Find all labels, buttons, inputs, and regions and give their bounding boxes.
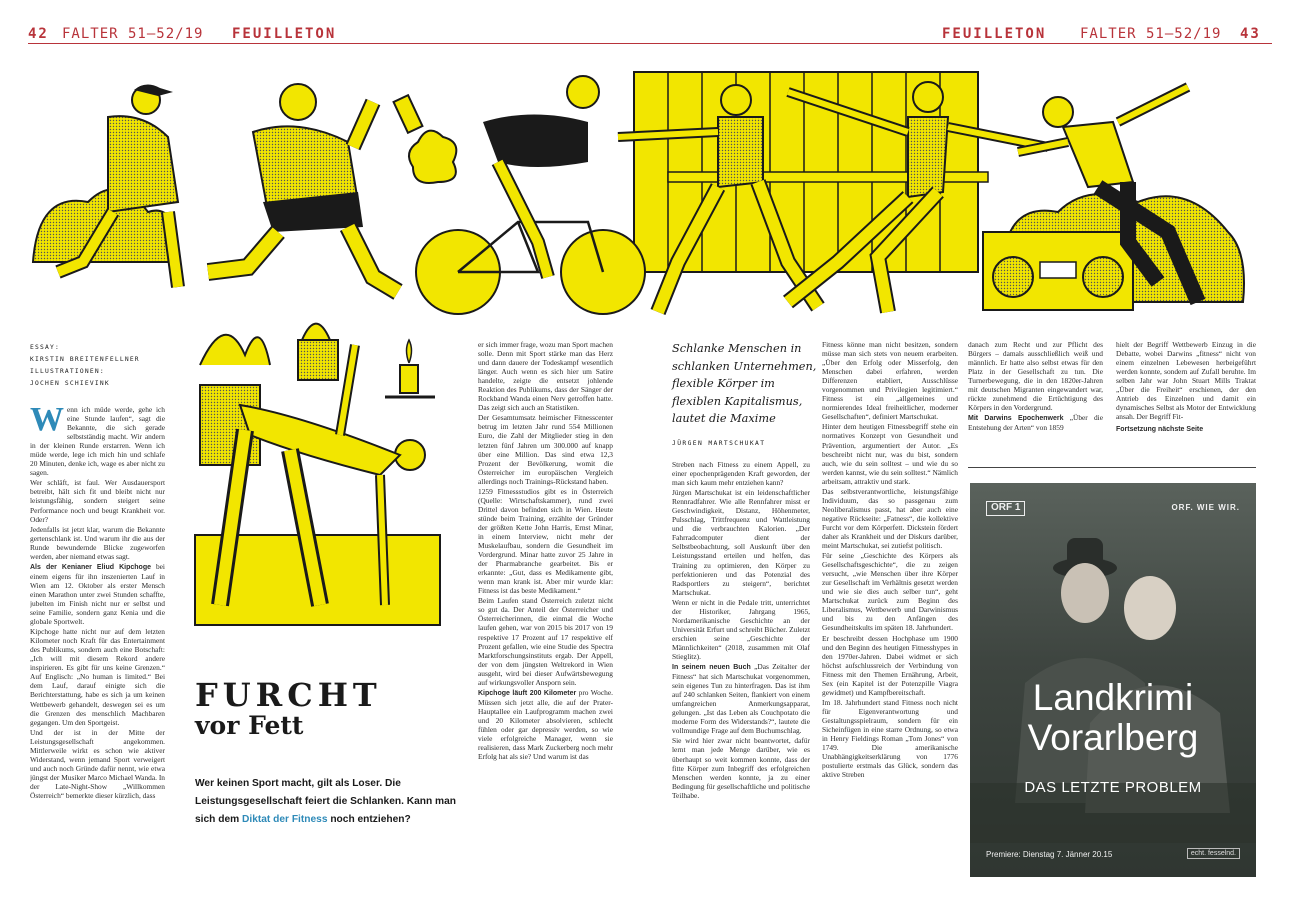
drop-cap: W xyxy=(30,405,64,438)
paragraph-text: pro Woche. Müssen sich jetzt alle, die auf der Prater-Hauptallee ein Laufprogramm machen zwei und 20 Kilometer absolvieren, schlecht fühlen oder gar depressiv werden, so wie viele erfolgreiche Manager, wenn sie realisieren, dass Mark Zuckerberg noch mehr Erfolg hat als sie? Und warum ist das xyxy=(478,687,613,762)
text-column-1 xyxy=(30,405,165,875)
paragraph: Kipchoge hatte nicht nur auf dem letzten Kilometer noch Kraft für das Entertainment des Publikums, sondern auch eine Botschaft: „Ich will mit diesem Rekord andere inspirieren. Es gibt für uns keine Grenzen.“ Auf Englisch: „No human is limited.“ Bei dem Lauf, darauf einigte sich die Berichterstattung, habe es sich ja um keinen Wettbewerb gehandelt, deswegen sei es um die Grenzen des menschlich Machbaren gegangen. Um den Sportgeist. xyxy=(30,627,165,727)
right-page-number: 43 xyxy=(1240,26,1261,42)
paragraph: Für seine „Geschichte des Körpers als Gesellschaftsgeschichte“, die zu zeigen versucht, „wie Menschen über ihre Körper zur Gesellschaft im Verhältnis gesetzt werden und wie sie dies auch selber tun“, geht Martschukat zurück zum Beginn des Liberalismus, Wettbewerb und Darwinismus und bis zu den Anfängen des Gesundheitskults im späten 18. Jahrhundert. xyxy=(822,551,958,633)
lead-in: Kipchoge läuft 200 Kilometer xyxy=(478,689,577,697)
orf-advertisement[interactable] xyxy=(970,483,1256,877)
headline-line-2: vor Fett xyxy=(195,711,304,740)
continuation-note: Fortsetzung nächste Seite xyxy=(1116,426,1204,434)
paragraph xyxy=(30,562,165,626)
yoga-illustration xyxy=(180,305,450,627)
paragraph: 1259 Fitnessstudios gibt es in Österreich (Quelle: Wirtschaftskammer), rund zwei Drittel davon befinden sich in Wien. Heute stünde beim Training, erzählte der Gründer der größten Kette John Harris, Ernst Minar, in einem Interview, nicht mehr der Muskelaufbau, sondern die Gesundheit im Vordergrund. Minar hatte zuvor 25 Jahre in der Pharmabranche gearbeitet. Bis er erkannte: „Gut, dass es Medikamente gibt, wenn man krank ist. Aber mir wurde klar: Fitness ist das beste Medikament.“ xyxy=(478,486,613,596)
deck-text: Wer keinen Sport macht, gilt als Loser. Die Leistungsgesellschaft feiert die Schlanken. Kann man sich dem xyxy=(195,778,456,825)
author-name: KIRSTIN BREITENFELLNER xyxy=(30,356,140,363)
paragraph xyxy=(968,413,1103,432)
paragraph: Er beschreibt dessen Hochphase um 1900 und den Beginn des heutigen Fitnesshypes in den 1970er-Jahren. Dabei widmet er sich höchst aufschlussreich der Verbindung von Fitness mit den Themen Ernährung, Arbeit, Sex (ein Kapitel ist der Potenzpille Viagra gewidmet) und Kampfbereitschaft. xyxy=(822,633,958,697)
pull-quote-text: Schlanke Menschen in schlanken Unternehmen, flexible Körper im flexiblen Kapitalismus, lautet die Maxime xyxy=(672,342,817,425)
paragraph: Der Gesamtumsatz heimischer Fitnesscenter betrug im letzten Jahr rund 554 Millionen Euro, die Zahl der Mitglieder stieg in den letzten fünf Jahren um 300.000 auf knapp über eine Million. Das sind etwa 12,3 Prozent der Bevölkerung, womit die Österreicher im europäischen Vergleich allerdings noch Trainings-Rückstand haben. xyxy=(478,413,613,486)
orf1-logo: ORF 1 xyxy=(986,501,1025,516)
ad-tagline: ORF. WIE WIR. xyxy=(1171,503,1240,512)
ad-title xyxy=(970,678,1256,758)
pull-quote-attribution: JÜRGEN MARTSCHUKAT xyxy=(672,439,766,447)
ad-title-line-1: Landkrimi xyxy=(1032,677,1194,718)
left-publication: FALTER 51–52/19 xyxy=(62,26,204,42)
paragraph: Sie wird hier zwar nicht beantwortet, dafür lernt man jede Menge darüber, wie es überhaupt so weit kommen konnte, dass der fitte Körper zum Inbegriff des erfolgreichen Menschen werden konnte, ja zu einer Bedingung für gesellschaftliche und politische Teilhabe. xyxy=(672,736,810,800)
paragraph: er sich immer frage, wozu man Sport machen solle. Denn mit Sport stärke man das Herz und dann dauere der Todeskampf wesentlich länger. Auch wenn es sich hier um Satire handelte, zeigte die entsetzt johlende Reaktion des Publikums, dass der Sänger der Rockband Wanda einen Nerv getroffen hatte. Das zeigt sich auch an Statistiken. xyxy=(478,340,613,413)
pull-quote xyxy=(672,340,818,447)
ad-title-line-2: Vorarlberg xyxy=(1027,717,1199,758)
paragraph: Hinter dem heutigen Fitnessbegriff stehe ein normatives Konzept von Gesundheit und Prävention, argumentiert der Autor. „Es beschreibt nicht nur, was du bist, sondern auch, wie du sein solltest – und wie du so werden kannst, wie du sein solltest.“ Nämlich arbeitsam, attraktiv und stark. xyxy=(822,422,958,486)
paragraph: enn ich müde werde, gehe ich eine Stunde laufen“, sagt die Bekannte, die sich gerade selbstständig macht. Wir andern in der kleinen Runde erstarren. Wenn ich müde werde, lege ich mich hin und schlafe 20 Minuten, denke ich, wage es aber nicht zu sagen. xyxy=(30,405,165,478)
right-publication: FALTER 51–52/19 xyxy=(1080,26,1222,42)
paragraph: Streben nach Fitness zu einem Appell, zu einer epochenprägenden Kraft geworden, der man sich kaum mehr entziehen kann? xyxy=(672,460,810,488)
headline xyxy=(195,677,455,741)
text-column-3 xyxy=(672,460,810,877)
paragraph: Jedenfalls ist jetzt klar, warum die Bekannte gertenschlank ist. Und warum ihr die aus der Runde bewundernde Blicke zugeworfen werden, aber niemand etwas sagt. xyxy=(30,524,165,561)
lead-in: Als der Kenianer Eliud Kipchoge xyxy=(30,563,151,571)
ad-divider xyxy=(968,467,1256,468)
paragraph: Fitness könne man nicht besitzen, sondern müsse man sich stets von neuem erarbeiten. „Über den Erfolg oder Misserfolg, den Menschen dabei erfahren, werden Differenzen etabliert, Ausschlüsse vorgenommen und Privilegien legitimiert.“ Fitness ist ein „allgemeines und normierendes Ideal freiheitlicher, moderner Gesellschaften“, definiert Martschukat. xyxy=(822,340,958,422)
paragraph-text: bei einem eigens für ihn inszenierten Lauf in Wien am 12. Oktober als erster Mensch einen Marathon unter zwei Stunden schaffte, jubelten im Finish nicht nur er selbst und seine Familie, sondern ganz Kenia und die globale Sportwelt. xyxy=(30,561,165,627)
paragraph: danach zum Recht und zur Pflicht des Bürgers – damals ausschließlich weiß und männlich. Er hatte also selbst etwas für den Platz in der Gesellschaft zu tun. Die Turnerbewegung, die in den 1820er-Jahren mit deutschen Migranten eingewandert war, rückte zunehmend die Ertüchtigung des Körpers in den Vordergrund. xyxy=(968,340,1103,413)
right-section: FEUILLETON xyxy=(942,26,1047,42)
paragraph: Beim Laufen stand Österreich zuletzt nicht so gut da. Der Anteil der Österreicher und Österreicherinnen, die einmal die Woche laufen gehen, war von 2015 bis 2017 von 19 respektive 17 Prozent auf 17 respektive elf Prozent gefallen, wie eine Studie des Spectra Marktforschungsinstituts ergab. Der Appell, der von dem jüngsten Weltrekord in Wien ausgeht, wird bei dieser Aufwärtsbewegung auf wirkungsvoller Ansporn sein. xyxy=(478,596,613,687)
paragraph-text: „Das Zeitalter der Fitness“ hat sich Martschukat vorgenommen, sein eigenes Tun zu hinterfragen. Das ist ihm auf 240 schlanken Seiten, flankiert von einem umfangreichen Anmerkungsapparat, gelungen. „Ist das Leben als Couchpotato die moderne Form des Widerstands?“, lautete die vollmundige Frage auf dem Buchumschlag. xyxy=(672,662,810,736)
ad-slogan: echt. fesselnd. xyxy=(1187,848,1240,859)
fitness-illustration xyxy=(28,62,1258,328)
deck-highlight: Diktat der Fitness xyxy=(242,814,328,825)
paragraph xyxy=(478,688,613,761)
essay-label: ESSAY: xyxy=(30,344,60,351)
left-page-number: 42 xyxy=(28,26,49,42)
illustrations-label: ILLUSTRATIONEN: xyxy=(30,368,105,375)
page-header xyxy=(0,24,1300,48)
header-rule xyxy=(28,43,1272,44)
paragraph: Im 18. Jahrhundert stand Fitness noch nicht für Eigenverantwortung und Gestaltungsspielraum, sondern für ein Sicheinfügen in eine starre Ordnung, so etwa in Henry Fieldings Roman „Tom Jones“ von 1749. Die amerikanische Unabhängigkeitserklärung von 1776 postulierte erstmals das Glück, sondern das aktive Streben xyxy=(822,697,958,780)
text-column-5 xyxy=(968,340,1103,462)
text-column-4 xyxy=(822,340,958,877)
text-column-6 xyxy=(1116,340,1256,462)
article-credits xyxy=(30,343,180,391)
headline-line-1: FURCHT xyxy=(195,676,382,714)
paragraph: Das selbstverantwortliche, leistungsfähige Individuum, das so passgenau zum Neoliberalismus passt, hat aber auch eine negative Rückseite: „Fatness“, die kollektive Furcht vor dem Körperfett. Dickstein fördert daher als Krankheit und der Diskurs darüber, meint Martschukat, sei zutiefst politisch. xyxy=(822,486,958,551)
paragraph xyxy=(672,662,810,735)
paragraph: hielt der Begriff Wettbewerb Einzug in die Debatte, wobei Darwins „fitness“ nicht von einem einzelnen Lebewesen herbeigeführt werden konnte, sondern auf Zufall beruhte. Im selben Jahr war John Stuart Mills Traktat „Über die Freiheit“ erschienen, der den Antrieb des Einzelnen und damit ein dynamisches Selbst als Motor der Entwicklung ansah. Der Begriff Fit- xyxy=(1116,340,1256,422)
illustrator-name: JOCHEN SCHIEVINK xyxy=(30,380,110,387)
deck-text-end: noch entziehen? xyxy=(327,814,411,825)
ad-subtitle: DAS LETZTE PROBLEM xyxy=(1024,779,1202,796)
paragraph: Wenn er nicht in die Pedale tritt, unterrichtet der Historiker, Jahrgang 1965, Nordamerikanische Geschichte an der Universität Erfurt und schreibt Bücher. Zuletzt erschien seine „Geschichte der Männlichkeiten“ (2018, zusammen mit Olaf Stieglitz). xyxy=(672,597,810,661)
paragraph-text: „Über die Entstehung der Arten“ von 1859 xyxy=(968,413,1103,433)
deck xyxy=(195,775,460,829)
lead-in: In seinem neuen Buch xyxy=(672,664,751,672)
paragraph: Und der ist in der Mitte der Leistungsgesellschaft angekommen. Mittlerweile wirkt es schon wie aktiver Widerstand, wenn jemand Sport verweigert und auch noch Gründe dafür nennt, wie etwa jüngst der Musiker Marco Michael Wanda. In der Late-Night-Show „Willkommen Österreich“ bemerkte dieser kürzlich, dass xyxy=(30,727,165,800)
left-section: FEUILLETON xyxy=(232,26,337,42)
paragraph: Jürgen Martschukat ist ein leidenschaftlicher Rennradfahrer. Wie alle Rennfahrer misst er Geschwindigkeit, Distanz, Höhenmeter, Pulsschlag, Trittfrequenz und Wattleistung und die verbrauchten Kalorien. „Der Fahrradcomputer dient der Selbstbeobachtung, soll Auskunft über den Leistungsstand erteilen und helfen, das Training zu optimieren, den Körper zu perfektionieren und das Potenzial des Radsportlers zu steigern“, berichtet Martschukat. xyxy=(672,488,810,597)
text-column-2 xyxy=(478,340,613,877)
ad-premiere: Premiere: Dienstag 7. Jänner 20.15 xyxy=(986,850,1113,859)
paragraph: Wer schläft, ist faul. Wer Ausdauersport betreibt, hält sich fit und bleibt nicht nur leistungsfähig, sondern steigert seine Performance noch und beugt Krankheit vor. Oder? xyxy=(30,478,165,524)
lead-in: Mit Darwins Epochenwerk xyxy=(968,415,1064,423)
